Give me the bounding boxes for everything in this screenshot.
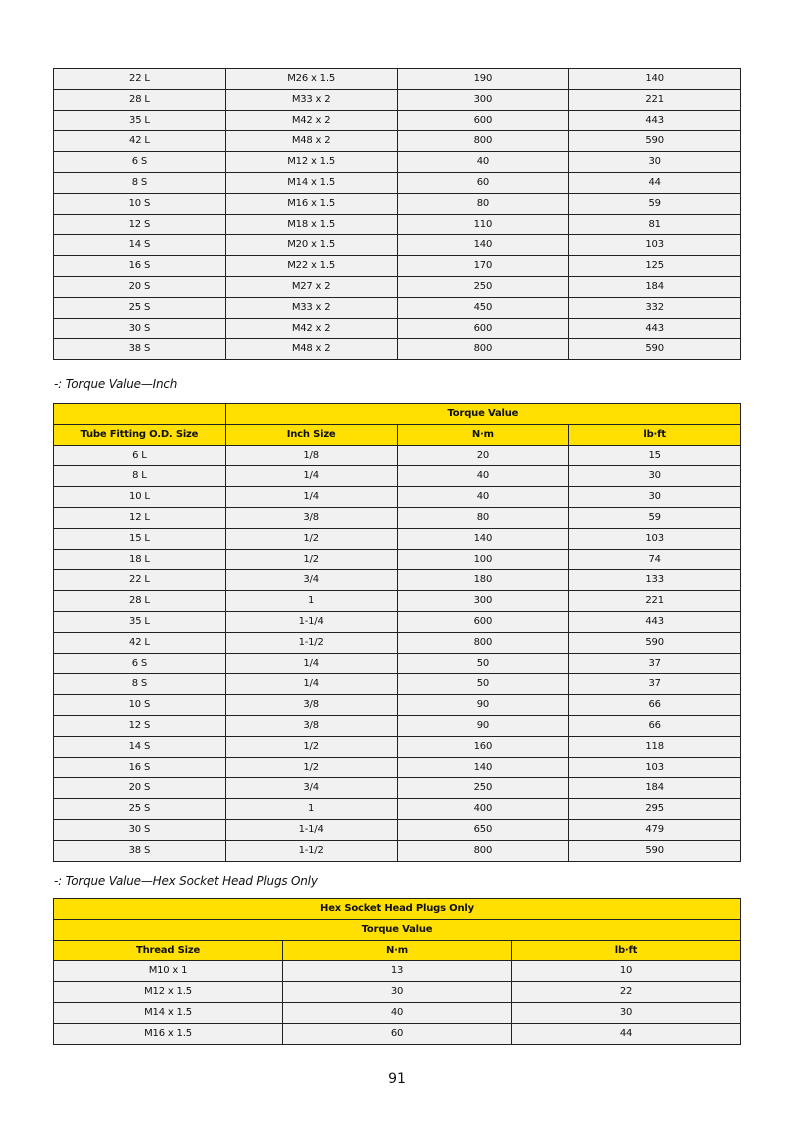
table-cell: 103 — [569, 528, 741, 549]
table-row — [54, 193, 741, 214]
table-cell: 3/4 — [225, 778, 397, 799]
inch-table-body — [54, 445, 741, 861]
table-row — [54, 131, 741, 152]
table-cell: 35 L — [54, 110, 226, 131]
table-row — [54, 528, 741, 549]
table-cell: 30 S — [54, 318, 226, 339]
table-cell: 50 — [397, 674, 569, 695]
table-cell: 38 S — [54, 840, 226, 861]
table-cell: 80 — [397, 193, 569, 214]
table-cell: 20 — [397, 445, 569, 466]
table-cell: 590 — [569, 339, 741, 360]
table-cell: 1-1/4 — [225, 819, 397, 840]
table-cell: 250 — [397, 276, 569, 297]
hex-header-lbft: lb·ft — [512, 940, 741, 961]
table-cell: 90 — [397, 715, 569, 736]
table-cell: 400 — [397, 799, 569, 820]
table-cell: 650 — [397, 819, 569, 840]
table-cell: 160 — [397, 736, 569, 757]
table-cell: 295 — [569, 799, 741, 820]
table-cell: 1/4 — [225, 674, 397, 695]
hex-table-body — [54, 961, 741, 1044]
table-cell: 140 — [397, 757, 569, 778]
metric-torque-table — [53, 68, 741, 360]
table-row — [54, 256, 741, 277]
table-row — [54, 297, 741, 318]
table-cell: 6 S — [54, 152, 226, 173]
table-cell: 40 — [397, 152, 569, 173]
table-cell: 35 L — [54, 611, 226, 632]
table-row — [54, 591, 741, 612]
table-cell: 1/2 — [225, 757, 397, 778]
table-cell: 66 — [569, 695, 741, 716]
inch-column-header-row — [54, 424, 741, 445]
table-cell: 44 — [569, 172, 741, 193]
table-cell: M27 x 2 — [225, 276, 397, 297]
table-cell: 6 S — [54, 653, 226, 674]
table-row — [54, 235, 741, 256]
table-cell: 59 — [569, 507, 741, 528]
table-row — [54, 715, 741, 736]
table-cell: 22 — [512, 982, 741, 1003]
table-cell: 103 — [569, 757, 741, 778]
table-cell: 66 — [569, 715, 741, 736]
table-row — [54, 507, 741, 528]
table-cell: 221 — [569, 591, 741, 612]
table-cell: 30 — [512, 1002, 741, 1023]
inch-torque-table — [53, 403, 741, 862]
table-cell: 42 L — [54, 632, 226, 653]
inch-table-caption: -: Torque Value—Inch — [54, 377, 178, 391]
table-cell: 140 — [397, 528, 569, 549]
table-cell: 20 S — [54, 276, 226, 297]
table-cell: 28 L — [54, 591, 226, 612]
table-cell: 600 — [397, 110, 569, 131]
table-cell: 450 — [397, 297, 569, 318]
table-cell: 15 — [569, 445, 741, 466]
metric-table-body — [54, 69, 741, 360]
table-row — [54, 276, 741, 297]
hex-table-title: Hex Socket Head Plugs Only — [54, 899, 741, 920]
table-cell: 16 S — [54, 256, 226, 277]
table-cell: 59 — [569, 193, 741, 214]
table-cell: 190 — [397, 69, 569, 90]
inch-table-header — [54, 404, 741, 446]
table-row — [54, 549, 741, 570]
table-cell: 590 — [569, 131, 741, 152]
table-cell: 74 — [569, 549, 741, 570]
table-cell: 12 L — [54, 507, 226, 528]
table-cell: M22 x 1.5 — [225, 256, 397, 277]
hex-group-header-row — [54, 919, 741, 940]
table-cell: 600 — [397, 611, 569, 632]
table-cell: 40 — [283, 1002, 512, 1023]
table-cell: 300 — [397, 89, 569, 110]
table-cell: 800 — [397, 632, 569, 653]
table-cell: 13 — [283, 961, 512, 982]
table-cell: 80 — [397, 507, 569, 528]
table-cell: 800 — [397, 131, 569, 152]
table-cell: 3/8 — [225, 695, 397, 716]
table-row — [54, 487, 741, 508]
table-cell: 30 — [569, 152, 741, 173]
table-cell: 600 — [397, 318, 569, 339]
table-cell: 30 — [569, 487, 741, 508]
table-row — [54, 69, 741, 90]
table-cell: 12 S — [54, 715, 226, 736]
table-cell: 38 S — [54, 339, 226, 360]
table-row — [54, 172, 741, 193]
table-cell: M20 x 1.5 — [225, 235, 397, 256]
table-cell: 180 — [397, 570, 569, 591]
table-cell: 1/8 — [225, 445, 397, 466]
table-cell: M42 x 2 — [225, 110, 397, 131]
table-cell: 3/8 — [225, 715, 397, 736]
table-cell: 3/4 — [225, 570, 397, 591]
table-cell: 1/4 — [225, 466, 397, 487]
table-cell: 30 — [283, 982, 512, 1003]
table-cell: 1-1/4 — [225, 611, 397, 632]
table-cell: 12 S — [54, 214, 226, 235]
hex-plug-torque-table — [53, 898, 741, 1045]
hex-column-header-row — [54, 940, 741, 961]
table-cell: M10 x 1 — [54, 961, 283, 982]
table-cell: 443 — [569, 110, 741, 131]
table-cell: 37 — [569, 653, 741, 674]
table-row — [54, 1023, 741, 1044]
table-cell: 443 — [569, 611, 741, 632]
hex-group-header: Torque Value — [54, 919, 741, 940]
table-cell: M42 x 2 — [225, 318, 397, 339]
table-row — [54, 214, 741, 235]
hex-header-nm: N·m — [283, 940, 512, 961]
table-cell: 1/4 — [225, 653, 397, 674]
table-cell: 18 L — [54, 549, 226, 570]
inch-header-tube-size: Tube Fitting O.D. Size — [54, 424, 226, 445]
table-row — [54, 466, 741, 487]
table-cell: 60 — [283, 1023, 512, 1044]
table-cell: 800 — [397, 339, 569, 360]
table-row — [54, 736, 741, 757]
table-row — [54, 318, 741, 339]
table-cell: M16 x 1.5 — [54, 1023, 283, 1044]
table-cell: 221 — [569, 89, 741, 110]
table-cell: 10 — [512, 961, 741, 982]
table-cell: 16 S — [54, 757, 226, 778]
table-cell: 1 — [225, 799, 397, 820]
table-cell: 1/2 — [225, 549, 397, 570]
table-row — [54, 339, 741, 360]
table-cell: 50 — [397, 653, 569, 674]
table-row — [54, 632, 741, 653]
hex-table-caption: -: Torque Value—Hex Socket Head Plugs Only — [54, 874, 318, 888]
table-cell: M26 x 1.5 — [225, 69, 397, 90]
table-cell: 30 S — [54, 819, 226, 840]
table-cell: 590 — [569, 632, 741, 653]
inch-header-blank-cell — [54, 404, 226, 425]
table-row — [54, 819, 741, 840]
table-cell: 133 — [569, 570, 741, 591]
table-cell: 103 — [569, 235, 741, 256]
table-cell: 10 L — [54, 487, 226, 508]
table-cell: 1/2 — [225, 736, 397, 757]
table-cell: 590 — [569, 840, 741, 861]
table-cell: 37 — [569, 674, 741, 695]
table-cell: 1/4 — [225, 487, 397, 508]
table-cell: 332 — [569, 297, 741, 318]
inch-group-header: Torque Value — [225, 404, 740, 425]
table-cell: 25 S — [54, 297, 226, 318]
table-row — [54, 152, 741, 173]
inch-header-lbft: lb·ft — [569, 424, 741, 445]
table-row — [54, 674, 741, 695]
table-cell: 22 L — [54, 69, 226, 90]
inch-header-inch-size: Inch Size — [225, 424, 397, 445]
table-cell: 1 — [225, 591, 397, 612]
hex-header-thread-size: Thread Size — [54, 940, 283, 961]
table-cell: 443 — [569, 318, 741, 339]
table-cell: M48 x 2 — [225, 339, 397, 360]
table-row — [54, 611, 741, 632]
table-row — [54, 840, 741, 861]
table-cell: M12 x 1.5 — [225, 152, 397, 173]
table-row — [54, 982, 741, 1003]
table-row — [54, 757, 741, 778]
table-cell: 28 L — [54, 89, 226, 110]
table-cell: 8 S — [54, 172, 226, 193]
table-cell: M48 x 2 — [225, 131, 397, 152]
table-cell: 30 — [569, 466, 741, 487]
hex-table-header — [54, 899, 741, 961]
table-row — [54, 653, 741, 674]
table-cell: 44 — [512, 1023, 741, 1044]
table-cell: 90 — [397, 695, 569, 716]
table-cell: 479 — [569, 819, 741, 840]
table-cell: 8 L — [54, 466, 226, 487]
table-row — [54, 799, 741, 820]
table-cell: 42 L — [54, 131, 226, 152]
table-cell: 140 — [569, 69, 741, 90]
table-cell: 60 — [397, 172, 569, 193]
table-row — [54, 445, 741, 466]
table-cell: 1/2 — [225, 528, 397, 549]
table-row — [54, 570, 741, 591]
table-cell: 10 S — [54, 193, 226, 214]
table-cell: 20 S — [54, 778, 226, 799]
table-cell: 81 — [569, 214, 741, 235]
table-cell: 170 — [397, 256, 569, 277]
table-cell: 184 — [569, 778, 741, 799]
table-cell: 22 L — [54, 570, 226, 591]
table-cell: 118 — [569, 736, 741, 757]
table-cell: M12 x 1.5 — [54, 982, 283, 1003]
table-row — [54, 778, 741, 799]
table-cell: 140 — [397, 235, 569, 256]
table-cell: M16 x 1.5 — [225, 193, 397, 214]
table-cell: 184 — [569, 276, 741, 297]
table-cell: 15 L — [54, 528, 226, 549]
table-cell: 40 — [397, 487, 569, 508]
table-row — [54, 1002, 741, 1023]
table-cell: 14 S — [54, 235, 226, 256]
table-cell: 3/8 — [225, 507, 397, 528]
table-cell: M14 x 1.5 — [54, 1002, 283, 1023]
table-cell: 110 — [397, 214, 569, 235]
table-cell: 25 S — [54, 799, 226, 820]
table-cell: 250 — [397, 778, 569, 799]
table-cell: 125 — [569, 256, 741, 277]
table-row — [54, 89, 741, 110]
table-cell: M14 x 1.5 — [225, 172, 397, 193]
table-cell: M33 x 2 — [225, 89, 397, 110]
table-cell: 6 L — [54, 445, 226, 466]
table-row — [54, 961, 741, 982]
table-cell: 10 S — [54, 695, 226, 716]
inch-group-header-row — [54, 404, 741, 425]
table-cell: 1-1/2 — [225, 632, 397, 653]
table-cell: 100 — [397, 549, 569, 570]
table-cell: 40 — [397, 466, 569, 487]
hex-title-row — [54, 899, 741, 920]
page-number: 91 — [388, 1071, 406, 1087]
table-cell: 800 — [397, 840, 569, 861]
table-row — [54, 695, 741, 716]
table-cell: 14 S — [54, 736, 226, 757]
table-cell: M18 x 1.5 — [225, 214, 397, 235]
table-cell: 300 — [397, 591, 569, 612]
table-cell: 8 S — [54, 674, 226, 695]
table-cell: M33 x 2 — [225, 297, 397, 318]
table-row — [54, 110, 741, 131]
table-cell: 1-1/2 — [225, 840, 397, 861]
inch-header-nm: N·m — [397, 424, 569, 445]
